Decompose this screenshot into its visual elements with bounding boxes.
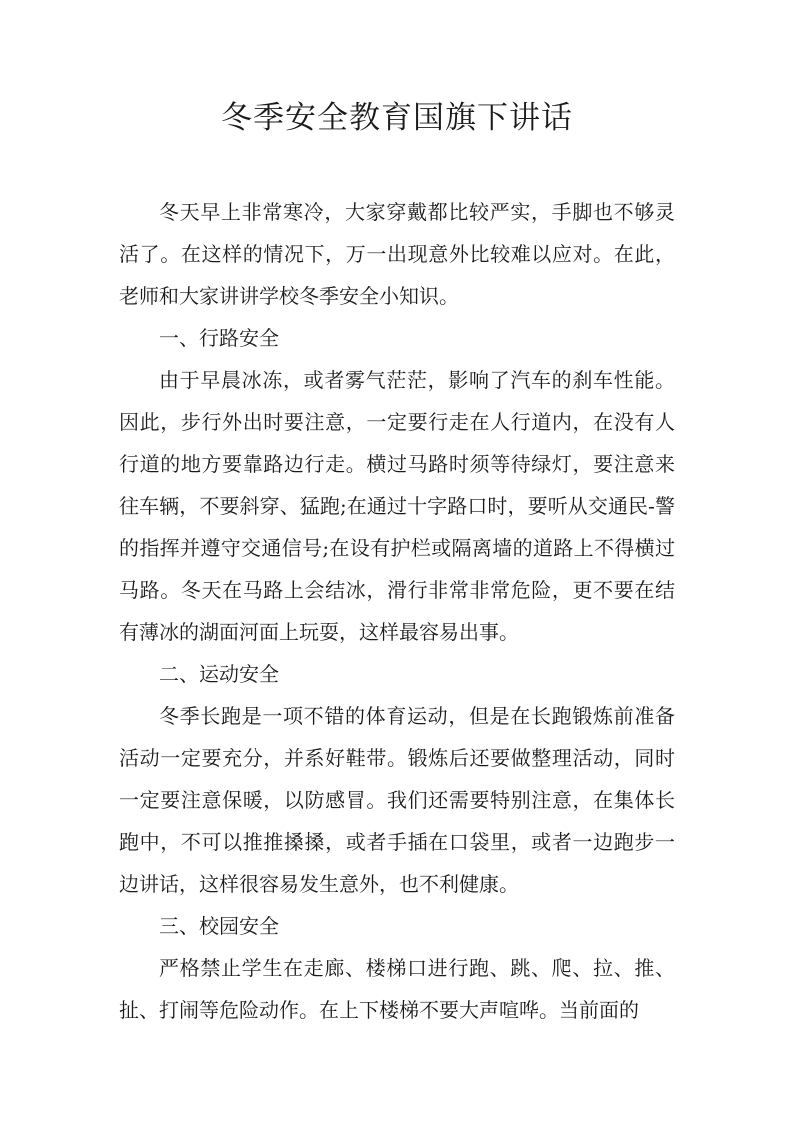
campus-safety-paragraph: 严格禁止学生在走廊、楼梯口进行跑、跳、爬、拉、推、扯、打闹等危险动作。在上下楼梯不要大声喧哗。当前面的 [119,956,675,1022]
section-heading-walking-safety: 一、行路安全 [159,326,279,350]
document-body [119,191,675,1031]
section-heading-campus-safety: 三、校园安全 [159,914,279,938]
document-title: 冬季安全教育国旗下讲话 [221,100,573,136]
sports-safety-paragraph: 冬季长跑是一项不错的体育运动，但是在长跑锻炼前准备活动一定要充分，并系好鞋带。锻炼后还要做整理活动，同时一定要注意保暖，以防感冒。我们还需要特别注意，在集体长跑中，不可以推推搡搡，或者手插在口袋里，或者一边跑步一边讲话，这样很容易发生意外，也不利健康。 [119,704,675,896]
walking-safety-paragraph: 由于早晨冰冻，或者雾气茫茫，影响了汽车的刹车性能。因此，步行外出时要注意，一定要行走在人行道内，在没有人行道的地方要靠路边行走。横过马路时须等待绿灯，要注意来往车辆，不要斜穿、猛跑;在通过十字路口时，要听从交通民-警的指挥并遵守交通信号;在设有护栏或隔离墙的道路上不得横过马路。冬天在马路上会结冰，滑行非常非常危险，更不要在结有薄冰的湖面河面上玩耍，这样最容易出事。 [119,368,675,644]
section-heading-sports-safety: 二、运动安全 [159,662,279,686]
intro-paragraph: 冬天早上非常寒冷，大家穿戴都比较严实，手脚也不够灵活了。在这样的情况下，万一出现意外比较难以应对。在此，老师和大家讲讲学校冬季安全小知识。 [119,200,675,308]
